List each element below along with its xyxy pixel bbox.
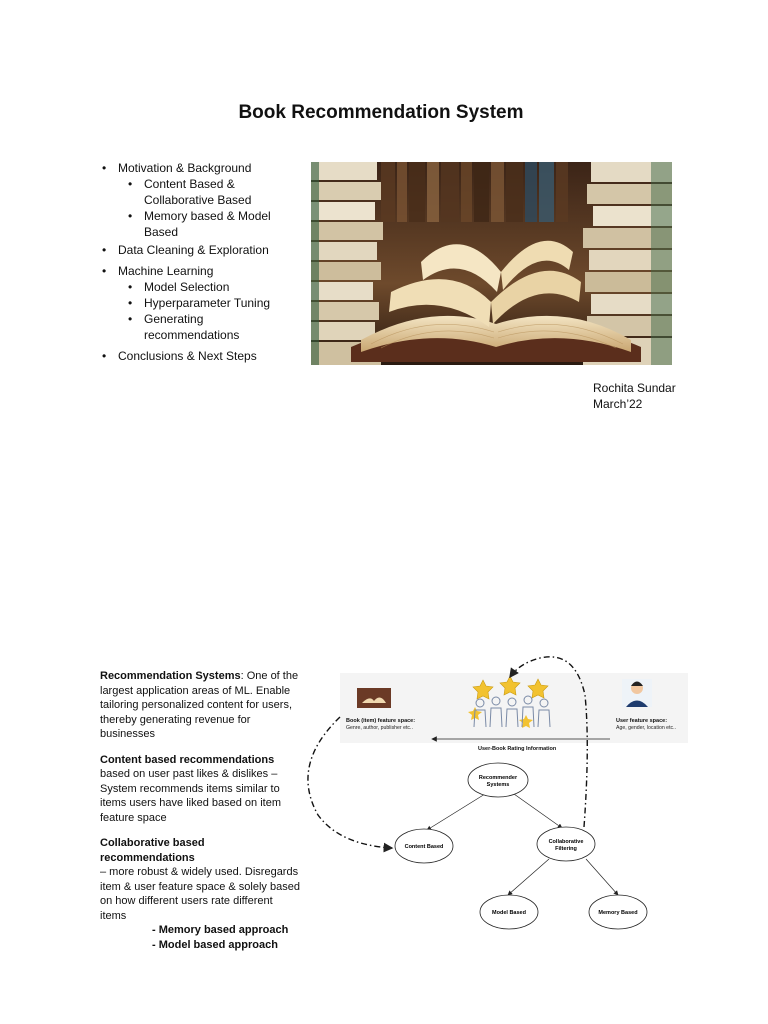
recommender-diagram <box>300 655 700 945</box>
agenda-item: • Conclusions & Next Steps <box>100 348 300 364</box>
agenda-subitem: • Memory based & Model Based <box>100 208 300 240</box>
user-space-title: User feature space: <box>616 718 668 724</box>
page-title: Book Recommendation System <box>238 102 524 123</box>
approach-model: - Model based approach <box>152 938 278 951</box>
content-heading: Content based recommendations <box>100 753 275 766</box>
agenda-item: • Data Cleaning & Exploration <box>100 242 300 258</box>
user-avatar-icon <box>622 679 652 707</box>
approach-memory: - Memory based approach <box>152 924 289 936</box>
edge-collab-model <box>508 859 549 895</box>
edge-root-collab <box>514 794 562 828</box>
node-content-label: Content Based <box>404 844 444 850</box>
recommendation-text <box>100 669 300 952</box>
rec-paragraph <box>100 669 300 742</box>
node-collab-line2: Filtering <box>555 846 577 852</box>
book-space-title: Book (item) feature space: <box>346 718 416 724</box>
agenda-item: • Machine Learning <box>100 263 300 279</box>
collab-heading: Collaborative based recommendations <box>100 837 205 864</box>
content-paragraph <box>100 753 300 826</box>
edge-collab-memory <box>586 859 618 895</box>
book-thumbnail-icon <box>357 688 391 708</box>
rating-label: User-Book Rating Information <box>478 746 557 752</box>
books-photo <box>311 162 672 365</box>
collab-text: – more robust & widely used. Disregards item & user feature space & solely based on how different users rate different items <box>100 866 300 922</box>
node-root-line1: Recommender <box>478 775 518 781</box>
collab-paragraph <box>100 836 300 923</box>
node-root-line2: Systems <box>486 782 510 788</box>
agenda-subitem: • Model Selection <box>100 279 300 295</box>
agenda-list <box>100 160 300 364</box>
user-space-text: Age, gender, location etc.. <box>616 725 676 731</box>
rec-text: : One of the largest application areas of ML. Enable tailoring personalized content for users, thereby generating revenue for businesses <box>100 670 299 740</box>
node-memory-label: Memory Based <box>598 910 638 916</box>
agenda-subitem: • Hyperparameter Tuning <box>100 295 300 311</box>
node-collab-line1: Collaborative <box>548 839 584 845</box>
rec-heading: Recommendation Systems <box>100 670 241 682</box>
node-model-label: Model Based <box>492 910 526 916</box>
presentation-date: March’22 <box>593 397 643 411</box>
author-block <box>593 380 676 412</box>
content-text: based on user past likes & dislikes – System recommends items similar to items users have liked based on item feature space <box>100 768 281 824</box>
book-space-text: Genre, author, publisher etc.. <box>346 725 413 731</box>
agenda-item: • Motivation & Background <box>100 160 300 176</box>
books-photo-illustration <box>311 162 672 365</box>
agenda-subitem: • Content Based & Collaborative Based <box>100 176 300 208</box>
edge-root-content <box>427 794 485 830</box>
author-name: Rochita Sundar <box>593 381 676 395</box>
agenda-subitem: • Generating recommendations <box>100 311 300 343</box>
